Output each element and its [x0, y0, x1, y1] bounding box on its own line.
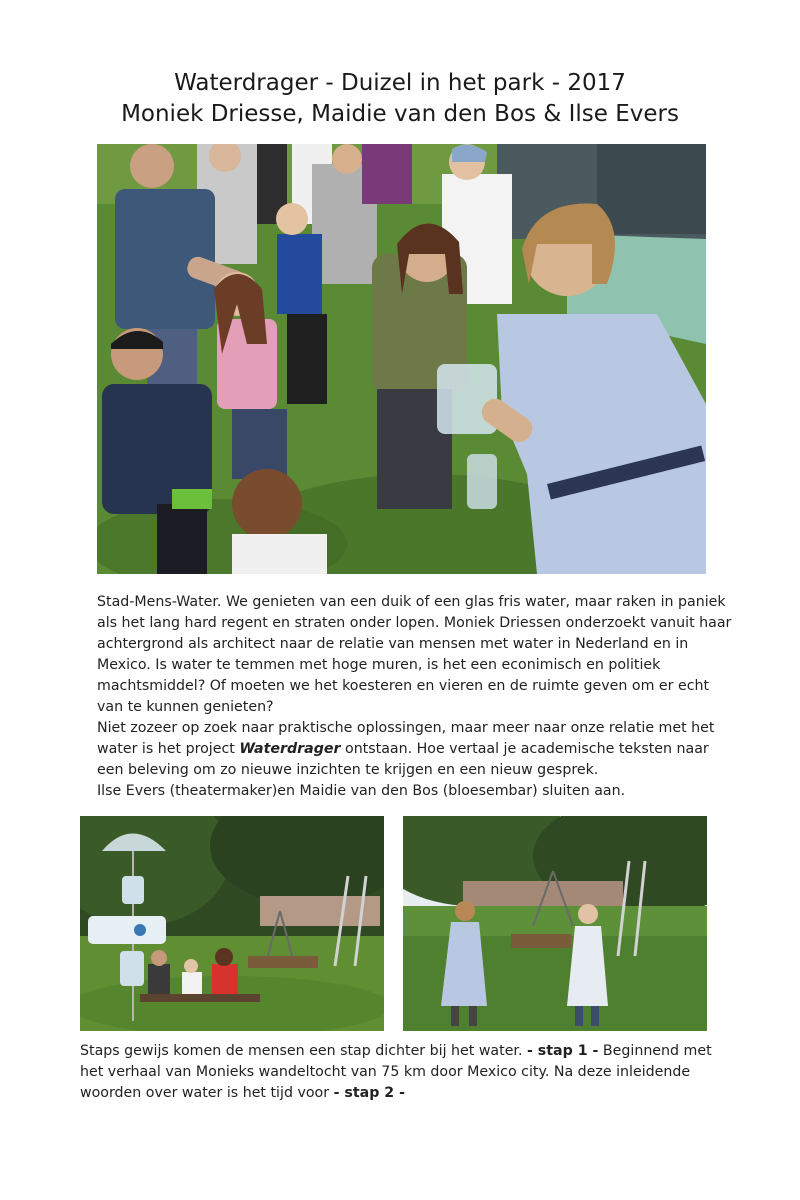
- caption-text: [80, 1041, 720, 1104]
- caption-part-1: Staps gewijs komen de mensen een stap dichter bij het water.: [80, 1043, 527, 1059]
- performers-photo: [403, 816, 707, 1031]
- paragraph-2-end: ontstaan. Hoe vertaal je academische teksten naar een beleving om zo nieuwe inzichten te krijgen en een nieuw gesprek.: [97, 741, 709, 778]
- paragraph-2: [97, 718, 737, 781]
- step-2-label: - stap 2 -: [333, 1085, 405, 1101]
- project-name: Waterdrager: [239, 741, 341, 757]
- step-1-label: - stap 1 -: [526, 1043, 599, 1059]
- paragraph-3: Ilse Evers (theatermaker)en Maidie van den Bos (bloesembar) sluiten aan.: [97, 783, 626, 799]
- caption-part-2: Beginnend met het verhaal van Monieks wandeltocht van 75 km door Mexico city. Na deze inleidende woorden over water is het tijd voor: [80, 1043, 712, 1101]
- title-line-1: Waterdrager - Duizel in het park - 2017: [174, 70, 626, 96]
- installation-photo: [80, 816, 384, 1031]
- photo-caption: [80, 1041, 720, 1104]
- article-text: [97, 592, 737, 802]
- page-title: [0, 68, 800, 130]
- paragraph-1: Stad-Mens-Water. We genieten van een duik of een glas fris water, maar raken in paniek als het lang hard regent en straten onder lopen. Moniek Driessen onderzoekt vanuit haar achtergrond als architect naar de relatie van mensen met water in Nederland en in Mexico. Is water te temmen met hoge muren, is het een econimisch en politiek machtsmiddel? Of moeten we het koesteren en vieren en de ruimte geven om er echt van te kunnen genieten?: [97, 594, 732, 715]
- paragraph-2-start: Niet zozeer op zoek naar praktische oplossingen, maar meer naar onze relatie met het water is het project: [97, 720, 715, 757]
- title-line-2: Moniek Driesse, Maidie van den Bos & Ilse Evers: [121, 101, 679, 127]
- main-photo: [97, 144, 706, 574]
